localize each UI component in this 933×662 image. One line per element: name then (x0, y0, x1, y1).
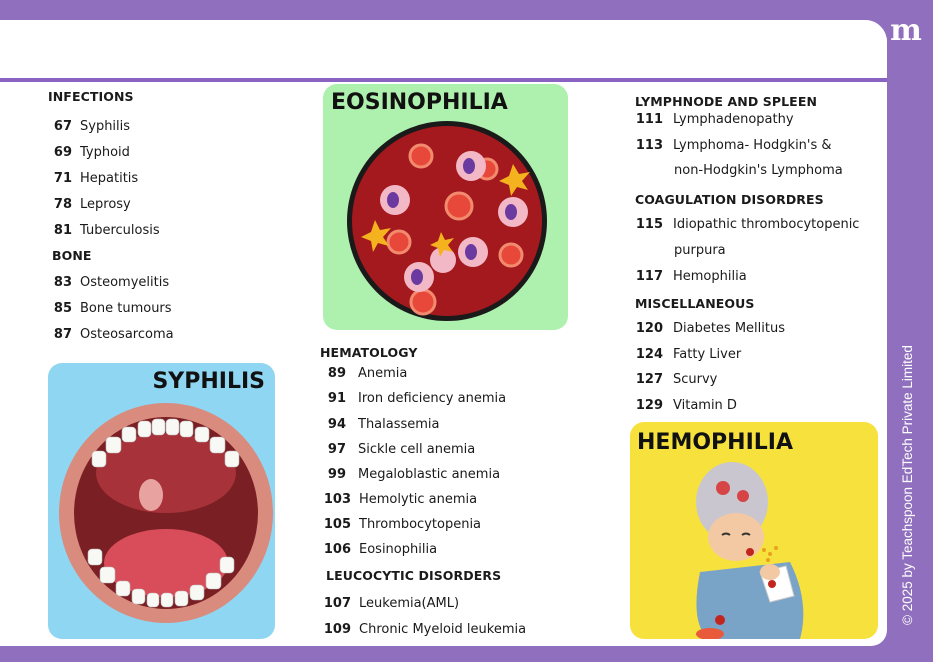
toc-item[interactable]: 109 Chronic Myeloid leukemia (323, 622, 527, 637)
section-lymph-title: LYMPHNODE AND SPLEEN (635, 94, 818, 109)
toc-item-continuation: purpura (674, 243, 726, 258)
section-leucocytic-title: LEUCOCYTIC DISORDERS (326, 568, 502, 583)
toc-item[interactable]: 117 Hemophilia (635, 269, 747, 284)
toc-item[interactable]: 103 Hemolytic anemia (323, 492, 478, 507)
mouth-illustration (48, 363, 275, 639)
hemophilia-card (630, 422, 878, 639)
toc-item[interactable]: 124 Fatty Liver (635, 347, 742, 362)
section-bone-title: BONE (52, 248, 92, 263)
syphilis-card-title: SYPHILIS (152, 369, 265, 394)
toc-item[interactable]: 69 Typhoid (53, 145, 130, 160)
toc-item[interactable]: 106 Eosinophilia (323, 542, 438, 557)
toc-item[interactable]: 87 Osteosarcoma (53, 327, 174, 342)
toc-item-continuation: non-Hodgkin's Lymphoma (674, 163, 843, 178)
toc-item[interactable]: 120 Diabetes Mellitus (635, 321, 785, 336)
toc-item[interactable]: 71 Hepatitis (53, 171, 139, 186)
toc-item[interactable]: 107 Leukemia(AML) (323, 596, 460, 611)
toc-item[interactable]: 97 Sickle cell anemia (327, 442, 476, 457)
toc-item[interactable]: 129 Vitamin D (635, 398, 737, 413)
section-infections-title: INFECTIONS (48, 89, 134, 104)
toc-item[interactable]: 115 Idiopathic thrombocytopenic (635, 217, 860, 232)
syphilis-card (48, 363, 275, 639)
header-divider (0, 78, 887, 82)
header-band (0, 20, 887, 78)
toc-item[interactable]: 67 Syphilis (53, 119, 131, 134)
hemophilia-card-title: HEMOPHILIA (637, 430, 793, 455)
toc-item[interactable]: 85 Bone tumours (53, 301, 172, 316)
eosinophilia-card (323, 84, 568, 330)
blood-smear-illustration (323, 84, 568, 330)
toc-item[interactable]: 105 Thrombocytopenia (323, 517, 482, 532)
brand-logo[interactable]: m (890, 13, 922, 48)
toc-item[interactable]: 89 Anemia (327, 366, 408, 381)
toc-item[interactable]: 83 Osteomyelitis (53, 275, 170, 290)
toc-item[interactable]: 94 Thalassemia (327, 417, 440, 432)
toc-item[interactable]: 111 Lymphadenopathy (635, 112, 794, 127)
section-coag-title: COAGULATION DISORDRES (635, 192, 824, 207)
child-nosebleed-illustration (630, 422, 878, 639)
toc-item[interactable]: 99 Megaloblastic anemia (327, 467, 501, 482)
copyright-text: © 2025 by Teachspoon EdTech Private Limited (900, 345, 915, 625)
toc-item[interactable]: 127 Scurvy (635, 372, 718, 387)
toc-item[interactable]: 91 Iron deficiency anemia (327, 391, 507, 406)
section-hematology-title: HEMATOLOGY (320, 345, 418, 360)
page-sheet (0, 20, 887, 646)
toc-item[interactable]: 81 Tuberculosis (53, 223, 160, 238)
section-misc-title: MISCELLANEOUS (635, 296, 755, 311)
eosinophilia-card-title: EOSINOPHILIA (331, 90, 508, 115)
toc-item[interactable]: 78 Leprosy (53, 197, 131, 212)
toc-item[interactable]: 113 Lymphoma- Hodgkin's & (635, 138, 832, 153)
